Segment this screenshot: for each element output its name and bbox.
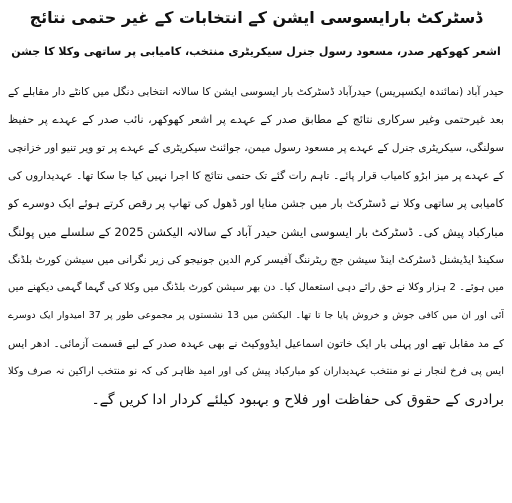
body-line: کے عہدے پر میز ابڑو کامیاب قرار پائے۔ تاہم رات گئے تک حتمی نتائج کا اجرا نہیں کیا جا سکا تھا۔ عہدیداروں کی [8, 170, 504, 182]
body-line: سولنگی، سیکریٹری جنرل کے عہدے پر مسعود رسول میمن، جوائنٹ سیکریٹری کے عہدے پر تو ویر تنیو اور خزانچی [8, 142, 504, 154]
article-body [8, 78, 504, 414]
body-line: حیدر آباد (نمائندہ ایکسپریس) حیدرآباد ڈسٹرکٹ بار ایسوسی ایشن کا سالانہ انتخابی دنگل میں کانٹے دار مقابلے کے [8, 86, 504, 98]
body-line: مبارکباد پیش کی۔ ڈسٹرکٹ بار ایسوسی ایشن حیدر آباد کے سالانہ الیکشن 2025 کے سلسلے میں پولنگ [8, 225, 504, 239]
subheadline: اشعر کھوکھر صدر، مسعود رسول جنرل سیکریٹری منتخب، کامیابی پر ساتھی وکلا کا جشن [11, 45, 501, 58]
body-line: برادری کے حقوق کی حفاظت اور فلاح و بہبود کیلئے کردار ادا کریں گے۔ [91, 392, 504, 408]
headline: ڈسٹرکٹ بارایسوسی ایشن کے انتخابات کے غیر حتمی نتائج [29, 8, 483, 27]
body-line: بعد غیرحتمی وغیر سرکاری نتائج کے مطابق صدر کے عہدے پر اشعر کھوکھر، نائب صدر کے عہدے پر حفیظ [8, 113, 504, 126]
body-line: کامیابی پر ساتھی وکلا نے ڈسٹرکٹ بار میں جشن منایا اور ڈھول کی تھاپ پر رقص کرتے ہوئے ایک دوسرے کو [8, 197, 504, 210]
body-line: میں ہوئے۔ 2 ہزار وکلا نے حق رائے دہی استعمال کیا۔ دن بھر سیشن کورٹ بلڈنگ میں وکلا کی گہما گہمی دیکھنے میں [8, 282, 504, 293]
body-line: ایس پی فرخ لنجار نے نو منتخب عہدیداران کو مبارکباد پیش کی اور امید ظاہر کی کہ نو منتخب اراکین نہ صرف وکلا [8, 366, 504, 377]
body-line: آئی اور ان میں کافی جوش و خروش پایا جا تا تھا۔ الیکشن میں 13 نشستوں پر مجموعی طور پر 37 امیدوار ایک دوسرے [8, 310, 504, 321]
body-line: کے مد مقابل تھے اور پہلی بار ایک خاتون اسماعیل ایڈووکیٹ نے بھی عہدہ صدر کے لیے قسمت آزمائی۔ ادھر ایس [8, 338, 504, 350]
body-line: سکینڈ ایڈیشنل ڈسٹرکٹ اینڈ سیشن جج ریٹرننگ آفیسر کرم الدین جونیجو کی زیر نگرانی میں سیشن کورٹ بلڈنگ [8, 254, 504, 266]
